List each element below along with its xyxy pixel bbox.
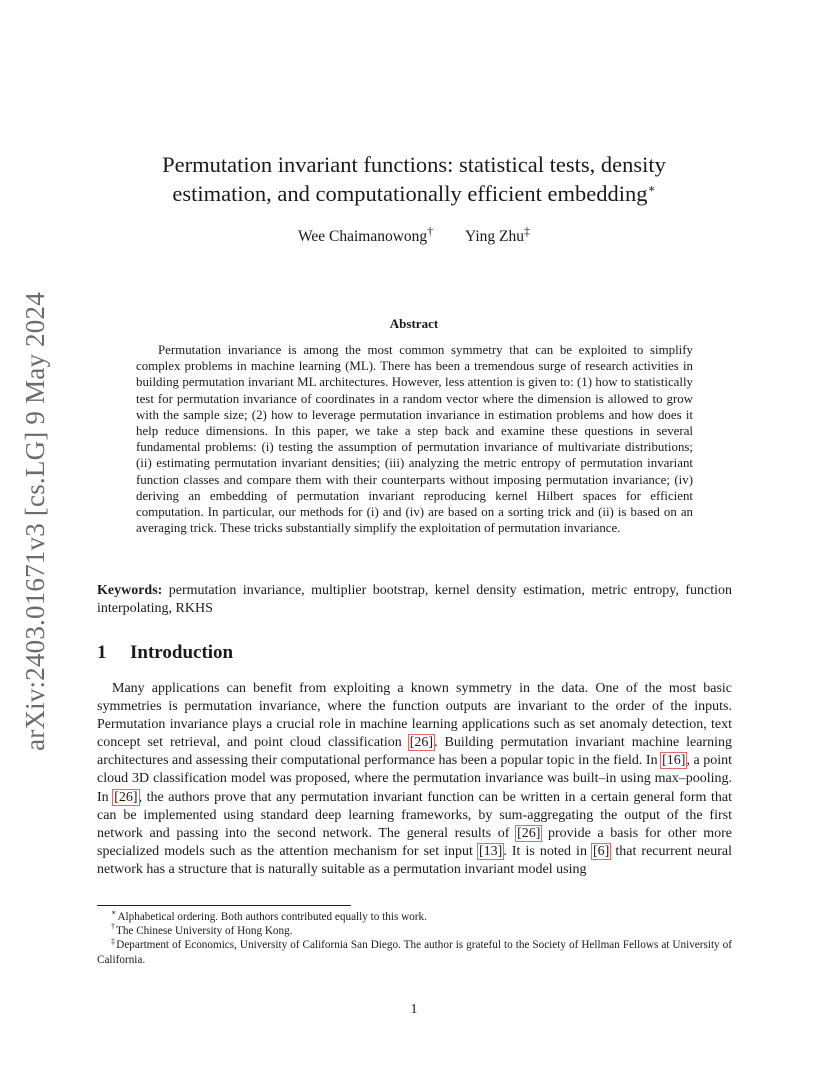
intro-text: , a point cloud 3D classification model was proposed, where the permutation invariance was built–in using max–pooling. In: [97, 753, 733, 805]
footnote: [97, 910, 732, 924]
intro-text: . Building permutation invariant machine learning architectures and assessing their computational performance has been a popular topic in the field. In: [97, 735, 732, 769]
section-title: Introduction: [130, 642, 234, 663]
title-line-1: Permutation invariant functions: statistical tests, density: [162, 152, 666, 177]
keywords-text: permutation invariance, multiplier bootstrap, kernel density estimation, metric entropy, function interpolating, RKHS: [97, 583, 732, 616]
author-footnote-mark: †: [427, 223, 434, 238]
keywords-label: Keywords:: [97, 583, 163, 598]
intro-text: Many applications can benefit from exploiting a known symmetry in the data. One of the most basic symmetries is permutation invariance, where the function outputs are invariant to the order of the inputs. Permutation invariance plays a crucial role in machine learning applications such as set anomaly detection, text concept set retrieval, and point cloud classification: [97, 681, 732, 751]
footnote-mark: ∗: [111, 908, 117, 918]
footnote-text: The Chinese University of Hong Kong.: [116, 925, 293, 938]
arxiv-identifier-stamp: [10, 286, 60, 756]
footnote: [97, 924, 732, 938]
page-number: 1: [410, 1002, 418, 1017]
abstract-heading: Abstract: [389, 316, 439, 331]
paper-title: [120, 150, 708, 208]
citation-link[interactable]: [26]: [517, 825, 541, 841]
author: [297, 223, 434, 246]
author-name: Ying Zhu: [465, 228, 525, 245]
arxiv-stamp-text: arXiv:2403.01671v3 [cs.LG] 9 May 2024: [19, 291, 50, 751]
footnotes: [97, 910, 732, 967]
citation-link[interactable]: [26]: [409, 735, 434, 751]
intro-text: . It is noted in: [503, 843, 592, 859]
author-list: [120, 223, 708, 246]
title-line-2: estimation, and computationally efficient embedding: [172, 181, 648, 206]
citation-link[interactable]: [13]: [479, 843, 503, 859]
footnote-mark: †: [111, 922, 115, 932]
section-number: 1: [97, 642, 107, 663]
author-footnote-mark: ‡: [524, 223, 531, 238]
citation-link[interactable]: [26]: [114, 789, 138, 805]
intro-text: , the authors prove that any permutation invariant function can be written in a certain general form that can be implemented using standard deep learning frameworks, by sum-aggregating the output of the first network and passing into the second network. The general results of: [97, 789, 732, 841]
intro-text: provide a basis for other more specialized models such as the attention mechanism for set input: [97, 825, 732, 859]
footnote-mark: ‡: [111, 936, 116, 946]
intro-text: that recurrent neural network has a structure that is naturally suitable as a permutation invariant model using: [97, 843, 732, 877]
author: [465, 223, 531, 246]
section-heading: [97, 642, 732, 664]
footnote: [97, 938, 732, 966]
citation-link[interactable]: [6]: [593, 843, 610, 859]
footnote-rule: [97, 905, 351, 906]
author-name: Wee Chaimanowong: [297, 228, 428, 245]
abstract-text: Permutation invariance is among the most common symmetry that can be exploited to simplify complex problems in machine learning (ML). There has been a tremendous surge of research activities in building permutation invariant ML architectures. However, less attention is given to: (1) how to statistically test for permutation invariance of coordinates in a random vector where the dimension is allowed to grow with the sample size; (2) how to leverage permutation invariance in estimation problems and how does it help reduce dimensions. In this paper, we take a step back and examine these questions in several fundamental problems: (i) testing the assumption of permutation invariance of multivariate distributions; (ii) estimating permutation invariant densities; (iii) analyzing the metric entropy of permutation invariant function classes and compare them with their counterparts without imposing permutation invariance; (iv) deriving an embedding of permutation invariant reproducing kernel Hilbert spaces for efficient computation. In particular, our methods for (i) and (iv) are based on a sorting trick and (ii) is based on an averaging trick. These tricks substantially simplify the exploitation of permutation invariance.: [136, 343, 693, 536]
footnote-text: Alphabetical ordering. Both authors contributed equally to this work.: [117, 911, 427, 923]
title-footnote-mark: ∗: [647, 181, 656, 196]
introduction-paragraph: [97, 680, 732, 879]
keywords: [97, 582, 732, 618]
citation-link[interactable]: [16]: [662, 753, 686, 769]
footnote-text: Department of Economics, University of California San Diego. The author is grateful to the Society of Hellman Fellows at University of California.: [97, 939, 732, 966]
